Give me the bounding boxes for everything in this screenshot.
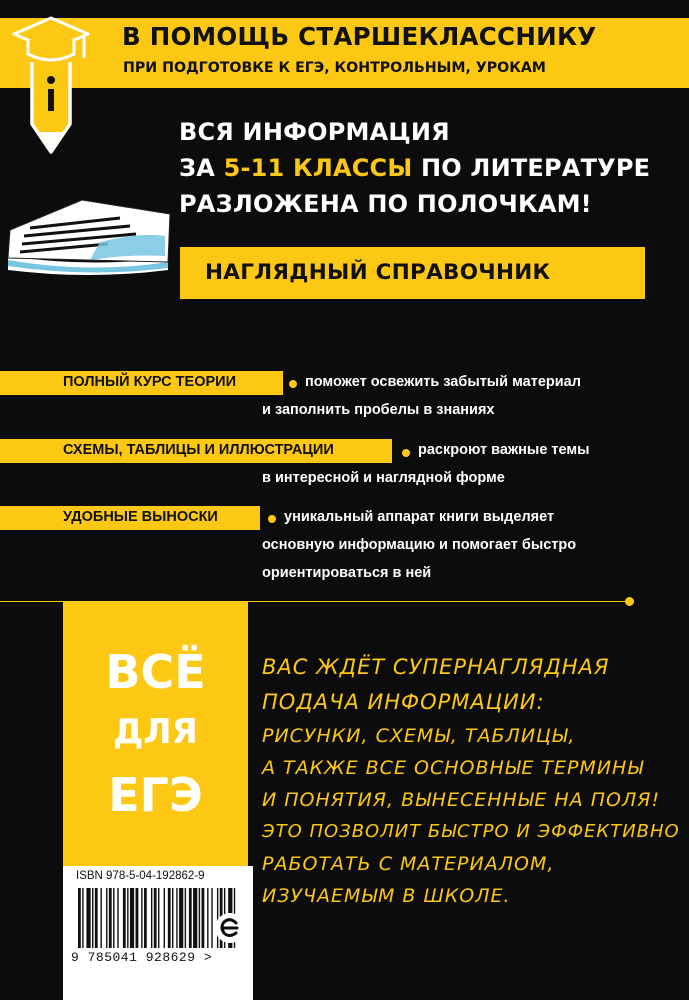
claim-line-3: РАЗЛОЖЕНА ПО ПОЛОЧКАМ! (179, 190, 592, 218)
feature-2-desc-1: раскроют важные темы (418, 442, 590, 458)
side-text-line-1: ВСЁ (105, 645, 206, 699)
feature-3-desc-2: основную информацию и помогает быстро (262, 537, 577, 553)
feature-1-desc-2: и заполнить пробелы в знаниях (262, 402, 495, 418)
handwritten-line-4: А ТАКЖЕ ВСЕ ОСНОВНЫЕ ТЕРМИНЫ (262, 757, 644, 779)
claim-line-2-prefix: ЗА (179, 154, 224, 182)
reference-label: НАГЛЯДНЫЙ СПРАВОЧНИК (205, 260, 551, 285)
handwritten-line-6: ЭТО ПОЗВОЛИТ БЫСТРО И ЭФФЕКТИВНО (262, 821, 680, 842)
handwritten-line-1: ВАС ЖДЁТ СУПЕРНАГЛЯДНАЯ (262, 655, 610, 679)
feature-1-bullet (289, 380, 297, 388)
feature-3-desc-3: ориентироваться в ней (262, 565, 432, 581)
handwritten-line-3: РИСУНКИ, СХЕМЫ, ТАБЛИЦЫ, (262, 725, 576, 747)
claim-highlight: 5-11 КЛАССЫ (223, 154, 413, 182)
feature-3-label: УДОБНЫЕ ВЫНОСКИ (63, 509, 218, 525)
publisher-logo-icon (214, 912, 246, 944)
separator-dot (625, 597, 634, 606)
feature-3-bullet (268, 515, 276, 523)
isbn-text: ISBN 978-5-04-192862-9 (76, 870, 205, 882)
handwritten-line-2: ПОДАЧА ИНФОРМАЦИИ: (262, 690, 545, 714)
claim-line-2-suffix: ПО ЛИТЕРАТУРЕ (412, 154, 651, 182)
side-text-line-2: ДЛЯ (113, 712, 198, 752)
feature-1-desc-1: поможет освежить забытый материал (305, 374, 581, 390)
barcode-digits: 9 785041 928629 > (71, 950, 213, 965)
handwritten-line-7: РАБОТАТЬ С МАТЕРИАЛОМ, (262, 853, 555, 875)
open-book-icon (0, 170, 175, 295)
claim-line-2 (179, 154, 650, 182)
side-text-line-3: ЕГЭ (108, 768, 203, 822)
header-subtitle: ПРИ ПОДГОТОВКЕ К ЕГЭ, КОНТРОЛЬНЫМ, УРОКАМ (123, 60, 546, 76)
feature-2-desc-2: в интересной и наглядной форме (262, 470, 505, 486)
claim-line-1: ВСЯ ИНФОРМАЦИЯ (179, 118, 450, 146)
handwritten-line-5: И ПОНЯТИЯ, ВЫНЕСЕННЫЕ НА ПОЛЯ! (262, 789, 661, 811)
feature-2-label: СХЕМЫ, ТАБЛИЦЫ И ИЛЛЮСТРАЦИИ (63, 442, 334, 458)
feature-2-bullet (402, 449, 410, 457)
feature-3-desc-1: уникальный аппарат книги выделяет (284, 509, 555, 525)
feature-1-label: ПОЛНЫЙ КУРС ТЕОРИИ (63, 374, 236, 390)
header-title: В ПОМОЩЬ СТАРШЕКЛАССНИКУ (122, 22, 597, 51)
handwritten-line-8: ИЗУЧАЕМЫМ В ШКОЛЕ. (262, 885, 511, 907)
graduation-pencil-logo-icon (10, 4, 92, 156)
